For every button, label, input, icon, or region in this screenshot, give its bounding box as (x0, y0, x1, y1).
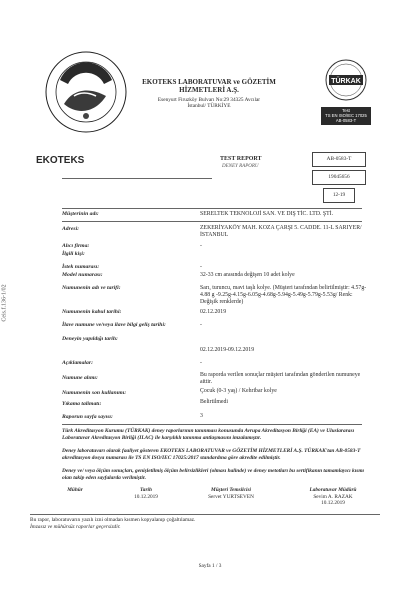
field-value-receipt-date: 02.12.2019 (200, 309, 227, 315)
divider (62, 424, 362, 425)
signature-date (101, 487, 191, 500)
field-label-additional-sample-date: İlave numune ve/veya ilave bilgi geliş tarihi: (62, 322, 166, 328)
footer-validity-notice: İmzasız ve mühürsüz raporlar geçersizdir. (30, 524, 121, 530)
field-value-page-count: 3 (200, 413, 203, 419)
footer-copy-notice: Bu rapor, laboratuvarın yazılı izni olmadan kısmen kopyalanıp çoğaltılamaz. (30, 517, 196, 523)
divider (30, 514, 380, 515)
divider (62, 208, 362, 209)
field-label-sampling: Numune alımı: (62, 375, 98, 381)
field-label-model-number: Model numarası: (62, 272, 103, 278)
signature-date-value: 10.12.2019 (321, 500, 345, 506)
field-value-end-use: Çocuk (0-3 yaş) / Kehribar kolye (200, 388, 277, 394)
field-value-sample-description: Sarı, turuncu, mavi taşlı kolye. (Müşteri tarafından belirtilmiştir: 4.57g- 4.88 g -9.25g-4.15g-6.05g-4.68g-5.94g-5.49g-5.79g-5.53g/ Renk: Değişik renklerde) (200, 285, 367, 305)
lab-address-line2: İstanbul/ TÜRKİYE (187, 103, 231, 110)
field-label-buyer: Alıcı firma: (62, 243, 90, 249)
page-number: Sayfa 1 / 3 (198, 563, 222, 569)
signature-value: Sevim A. RAZAK (313, 493, 353, 500)
lab-name-line1: EKOTEKS LABORATUVAR ve GÖZETİM (142, 78, 276, 86)
report-code-box: AB-0583-T (312, 152, 366, 167)
paragraph-turkak-recognition: Türk Akreditasyon Kurumu (TÜRKAK) deney raporlarının tanınması konusunda Avrupa Akreditasyon Birliği (EA) ve Uluslararası Laboratuvar Akreditasyon Birliği (ILAC) ile karşılıklı tanınma antlaşmasını imzalamıştır. (62, 428, 355, 441)
field-label-contact: İlgili kişi: (62, 251, 85, 257)
field-label-sample-description: Numunenin adı ve tarifi: (62, 285, 121, 291)
signature-customer-representative (186, 487, 276, 500)
signature-title: Mühür (67, 487, 83, 493)
ekoteks-logo-icon (44, 50, 128, 134)
field-value-request-number: - (200, 264, 202, 270)
turkak-line2: TS EN ISO/IEC 17025 (325, 113, 367, 119)
field-value-test-date: 02.12.2019-09.12.2019 (200, 347, 255, 353)
turkak-logo-icon (321, 58, 371, 102)
brand-name: EKOTEKS (36, 155, 85, 166)
field-value-address: ZEKERİYAKÖY MAH. KOZA ÇARŞI 5. CADDE. 11-L SARIYER/ İSTANBUL (200, 225, 362, 238)
turkak-mark-text: TÜRKAK (331, 78, 361, 85)
side-document-code: Ceis.f.136-1/02 (1, 284, 8, 322)
divider (62, 178, 212, 179)
field-value-customer: SERELTEK TEKNOLOJİ SAN. VE DIŞ TİC. LTD. ŞTİ. (200, 211, 334, 217)
field-label-washing: Yıkama talimatı: (62, 401, 102, 407)
field-value-buyer: - (200, 243, 202, 249)
turkak-line1: Test (342, 108, 350, 113)
report-number-box: 19045656 (312, 170, 366, 185)
signature-value: Servet YURTSEVEN (208, 493, 254, 500)
divider (62, 221, 362, 222)
signature-title: Tarih (140, 487, 152, 493)
lab-name-line2: HİZMETLERİ A.Ş. (179, 86, 239, 94)
lab-address (138, 97, 280, 110)
field-label-receipt-date: Numunenin kabul tarihi: (62, 309, 122, 315)
report-subtitle: DENEY RAPORU (222, 164, 259, 169)
field-label-remarks: Açıklamalar: (62, 360, 93, 366)
field-label-customer: Müşterinin adı: (62, 211, 99, 217)
field-label-test-date: Deneyin yapıldığı tarih: (62, 336, 118, 342)
signature-title: Laboratuvar Müdürü (309, 487, 357, 493)
field-value-additional-sample-date: - (200, 322, 202, 328)
lab-address-line1: Esenyurt Firuzköy Bulvarı No:29 34325 Avcılar (157, 97, 261, 103)
paragraph-lab-accreditation: Deney laboratuvarı olarak faaliyet gösteren EKOTEKS LABORATUVAR ve GÖZETİM HİZMETLERİ A.Ş. TÜRKAK'tan AB-0583-T akreditasyon dosya numarası ile TS EN ISO/IEC 17025:2017 standardına göre akredite edilmiştir. (62, 448, 361, 461)
signature-title: Müşteri Temsilcisi (211, 487, 251, 493)
report-date-code-box: 12-19 (323, 188, 355, 203)
turkak-accreditation-mark (321, 58, 371, 130)
field-value-model-number: 32-33 cm arasında değişen 10 adet kolye (200, 272, 295, 278)
field-value-washing: Belirtilmedi (200, 399, 229, 405)
signature-value: 10.12.2019 (134, 493, 158, 500)
lab-name (138, 78, 280, 94)
field-value-sampling: Bu raporda verilen sonuçlar müşteri tarafından gönderilen numuneye aittir. (200, 372, 361, 385)
paragraph-results-note: Deney ve/ veya ölçüm sonuçları, genişletilmiş ölçüm belirsizlikleri (olması halinde) ve deney metotları bu sertifikanın tamamlayıcı kısmı olan takip eden sayfalarda verilmiştir. (62, 468, 365, 481)
field-label-end-use: Numunenin son kullanımı: (62, 390, 127, 396)
turkak-line3: AB-0583-T (335, 118, 357, 124)
report-title: TEST REPORT (220, 156, 262, 162)
field-value-remarks: - (200, 360, 202, 366)
field-label-request-number: İstek numarası: (62, 264, 100, 270)
field-label-page-count: Raporun sayfa sayısı: (62, 414, 113, 420)
signature-lab-manager (288, 487, 378, 507)
field-label-address: Adresi: (62, 226, 80, 232)
